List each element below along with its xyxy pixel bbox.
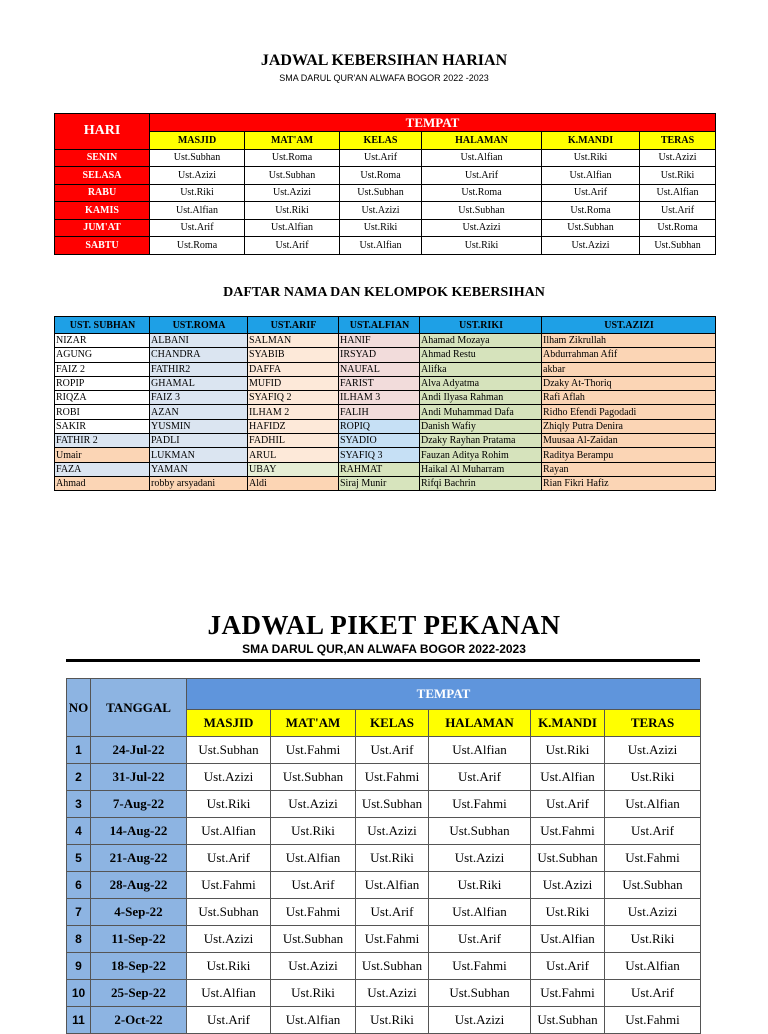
assignment-cell: Ust.Subhan <box>531 845 605 872</box>
assignment-cell: Ust.Alfian <box>245 219 340 237</box>
member-cell: HAFIDZ <box>248 419 339 433</box>
member-cell: Alifka <box>420 362 542 376</box>
member-cell: Danish Wafiy <box>420 419 542 433</box>
assignment-cell: Ust.Riki <box>531 899 605 926</box>
assignment-cell: Ust.Fahmi <box>605 845 701 872</box>
group-list-table <box>54 316 716 491</box>
date-cell: 31-Jul-22 <box>91 764 187 791</box>
tempat-header: TEMPAT <box>187 679 701 710</box>
assignment-cell: Ust.Fahmi <box>187 872 271 899</box>
date-cell: 24-Jul-22 <box>91 737 187 764</box>
assignment-cell: Ust.Roma <box>340 167 422 185</box>
assignment-cell: Ust.Subhan <box>429 818 531 845</box>
member-cell: YUSMIN <box>150 419 248 433</box>
table-row <box>67 953 701 980</box>
place-header: HALAMAN <box>422 132 542 150</box>
table-row <box>67 899 701 926</box>
assignment-cell: Ust.Alfian <box>542 167 640 185</box>
assignment-cell: Ust.Riki <box>429 872 531 899</box>
assignment-cell: Ust.Arif <box>245 237 340 255</box>
member-cell: Haikal Al Muharram <box>420 462 542 476</box>
member-cell: ALBANI <box>150 334 248 348</box>
assignment-cell: Ust.Alfian <box>531 926 605 953</box>
assignment-cell: Ust.Alfian <box>187 818 271 845</box>
member-cell: Rayan <box>542 462 716 476</box>
member-cell: Zhiqly Putra Denira <box>542 419 716 433</box>
table-row <box>55 334 716 348</box>
member-cell: Ahmad <box>55 476 150 490</box>
date-cell: 18-Sep-22 <box>91 953 187 980</box>
assignment-cell: Ust.Alfian <box>429 899 531 926</box>
table-row <box>67 845 701 872</box>
assignment-cell: Ust.Riki <box>531 737 605 764</box>
table-row <box>55 434 716 448</box>
assignment-cell: Ust.Arif <box>429 926 531 953</box>
assignment-cell: Ust.Subhan <box>271 926 356 953</box>
member-cell: Rian Fikri Hafiz <box>542 476 716 490</box>
member-cell: ILHAM 3 <box>339 391 420 405</box>
assignment-cell: Ust.Arif <box>187 1007 271 1034</box>
assignment-cell: Ust.Alfian <box>422 149 542 167</box>
assignment-cell: Ust.Arif <box>640 202 716 220</box>
group-header: UST. SUBHAN <box>55 317 150 334</box>
place-header: MAT'AM <box>271 710 356 737</box>
member-cell: FATHIR2 <box>150 362 248 376</box>
member-cell: FATHIR 2 <box>55 434 150 448</box>
member-cell: Fauzan Aditya Rohim <box>420 448 542 462</box>
member-cell: SALMAN <box>248 334 339 348</box>
table-row <box>55 462 716 476</box>
table-row <box>67 926 701 953</box>
assignment-cell: Ust.Azizi <box>271 953 356 980</box>
place-header: KELAS <box>356 710 429 737</box>
member-cell: CHANDRA <box>150 348 248 362</box>
assignment-cell: Ust.Fahmi <box>531 818 605 845</box>
member-cell: RIQZA <box>55 391 150 405</box>
member-cell: Andi Ilyasa Rahman <box>420 391 542 405</box>
assignment-cell: Ust.Azizi <box>150 167 245 185</box>
date-cell: 11-Sep-22 <box>91 926 187 953</box>
assignment-cell: Ust.Riki <box>187 953 271 980</box>
member-cell: FAIZ 2 <box>55 362 150 376</box>
row-number: 8 <box>67 926 91 953</box>
member-cell: UBAY <box>248 462 339 476</box>
assignment-cell: Ust.Subhan <box>150 149 245 167</box>
member-cell: Alva Adyatma <box>420 376 542 390</box>
assignment-cell: Ust.Riki <box>640 167 716 185</box>
group-header: UST.ARIF <box>248 317 339 334</box>
table-row <box>55 184 716 202</box>
assignment-cell: Ust.Riki <box>605 926 701 953</box>
assignment-cell: Ust.Azizi <box>340 202 422 220</box>
member-cell: IRSYAD <box>339 348 420 362</box>
date-cell: 28-Aug-22 <box>91 872 187 899</box>
member-cell: Dzaky At-Thoriq <box>542 376 716 390</box>
member-cell: Ridho Efendi Pagodadi <box>542 405 716 419</box>
member-cell: akbar <box>542 362 716 376</box>
assignment-cell: Ust.Alfian <box>605 953 701 980</box>
assignment-cell: Ust.Subhan <box>542 219 640 237</box>
assignment-cell: Ust.Roma <box>640 219 716 237</box>
no-header: NO <box>67 679 91 737</box>
day-cell: SELASA <box>55 167 150 185</box>
table-row <box>67 980 701 1007</box>
assignment-cell: Ust.Subhan <box>356 791 429 818</box>
assignment-cell: Ust.Riki <box>245 202 340 220</box>
member-cell: SYADIO <box>339 434 420 448</box>
daily-schedule-table <box>54 113 716 255</box>
date-cell: 14-Aug-22 <box>91 818 187 845</box>
assignment-cell: Ust.Arif <box>150 219 245 237</box>
assignment-cell: Ust.Azizi <box>271 791 356 818</box>
member-cell: AZAN <box>150 405 248 419</box>
row-number: 10 <box>67 980 91 1007</box>
assignment-cell: Ust.Alfian <box>340 237 422 255</box>
table-row <box>67 764 701 791</box>
assignment-cell: Ust.Riki <box>422 237 542 255</box>
assignment-cell: Ust.Azizi <box>531 872 605 899</box>
table-row <box>55 376 716 390</box>
assignment-cell: Ust.Arif <box>531 953 605 980</box>
assignment-cell: Ust.Azizi <box>245 184 340 202</box>
table-row <box>55 448 716 462</box>
assignment-cell: Ust.Azizi <box>187 764 271 791</box>
member-cell: Rafi Aflah <box>542 391 716 405</box>
table-row <box>55 419 716 433</box>
assignment-cell: Ust.Roma <box>422 184 542 202</box>
member-cell: Muusaa Al-Zaidan <box>542 434 716 448</box>
assignment-cell: Ust.Arif <box>356 737 429 764</box>
day-cell: SABTU <box>55 237 150 255</box>
table-row <box>55 149 716 167</box>
member-cell: Aldi <box>248 476 339 490</box>
assignment-cell: Ust.Fahmi <box>271 899 356 926</box>
member-cell: YAMAN <box>150 462 248 476</box>
assignment-cell: Ust.Fahmi <box>605 1007 701 1034</box>
assignment-cell: Ust.Subhan <box>531 1007 605 1034</box>
place-header: MASJID <box>150 132 245 150</box>
place-header: K.MANDI <box>542 132 640 150</box>
daily-schedule-subtitle: SMA DARUL QUR'AN ALWAFA BOGOR 2022 -2023 <box>279 73 489 83</box>
assignment-cell: Ust.Riki <box>271 818 356 845</box>
table-row <box>67 872 701 899</box>
assignment-cell: Ust.Alfian <box>429 737 531 764</box>
assignment-cell: Ust.Arif <box>605 818 701 845</box>
group-header: UST.AZIZI <box>542 317 716 334</box>
member-cell: GHAMAL <box>150 376 248 390</box>
assignment-cell: Ust.Fahmi <box>356 764 429 791</box>
table-row <box>55 476 716 490</box>
hari-header: HARI <box>55 114 150 150</box>
day-cell: RABU <box>55 184 150 202</box>
member-cell: Ilham Zikrullah <box>542 334 716 348</box>
table-row <box>67 791 701 818</box>
member-cell: ARUL <box>248 448 339 462</box>
member-cell: FAZA <box>55 462 150 476</box>
member-cell: Dzaky Rayhan Pratama <box>420 434 542 448</box>
assignment-cell: Ust.Alfian <box>356 872 429 899</box>
table-row <box>55 219 716 237</box>
assignment-cell: Ust.Riki <box>356 1007 429 1034</box>
day-cell: JUM'AT <box>55 219 150 237</box>
assignment-cell: Ust.Azizi <box>187 926 271 953</box>
group-header: UST.RIKI <box>420 317 542 334</box>
assignment-cell: Ust.Subhan <box>429 980 531 1007</box>
member-cell: robby arsyadani <box>150 476 248 490</box>
assignment-cell: Ust.Alfian <box>271 845 356 872</box>
assignment-cell: Ust.Subhan <box>640 237 716 255</box>
date-cell: 2-Oct-22 <box>91 1007 187 1034</box>
member-cell: ILHAM 2 <box>248 405 339 419</box>
member-cell: ROBI <box>55 405 150 419</box>
group-header: UST.ROMA <box>150 317 248 334</box>
assignment-cell: Ust.Fahmi <box>429 953 531 980</box>
member-cell: FAIZ 3 <box>150 391 248 405</box>
table-row <box>55 391 716 405</box>
member-cell: NIZAR <box>55 334 150 348</box>
member-cell: Ahmad Restu <box>420 348 542 362</box>
weekly-schedule-table <box>66 678 701 1034</box>
assignment-cell: Ust.Azizi <box>640 149 716 167</box>
member-cell: Andi Muhammad Dafa <box>420 405 542 419</box>
place-header: MASJID <box>187 710 271 737</box>
table-row <box>67 737 701 764</box>
assignment-cell: Ust.Azizi <box>422 219 542 237</box>
assignment-cell: Ust.Roma <box>542 202 640 220</box>
assignment-cell: Ust.Alfian <box>640 184 716 202</box>
member-cell: FADHIL <box>248 434 339 448</box>
assignment-cell: Ust.Arif <box>605 980 701 1007</box>
assignment-cell: Ust.Riki <box>356 845 429 872</box>
assignment-cell: Ust.Fahmi <box>429 791 531 818</box>
assignment-cell: Ust.Azizi <box>542 237 640 255</box>
place-header: K.MANDI <box>531 710 605 737</box>
place-header: HALAMAN <box>429 710 531 737</box>
assignment-cell: Ust.Riki <box>271 980 356 1007</box>
assignment-cell: Ust.Subhan <box>356 953 429 980</box>
member-cell: Ahamad Mozaya <box>420 334 542 348</box>
place-header: MAT'AM <box>245 132 340 150</box>
assignment-cell: Ust.Roma <box>150 237 245 255</box>
table-row <box>55 405 716 419</box>
day-cell: SENIN <box>55 149 150 167</box>
member-cell: SYAFIQ 2 <box>248 391 339 405</box>
assignment-cell: Ust.Arif <box>271 872 356 899</box>
table-row <box>67 818 701 845</box>
member-cell: DAFFA <box>248 362 339 376</box>
assignment-cell: Ust.Subhan <box>422 202 542 220</box>
member-cell: PADLI <box>150 434 248 448</box>
assignment-cell: Ust.Alfian <box>531 764 605 791</box>
date-cell: 25-Sep-22 <box>91 980 187 1007</box>
assignment-cell: Ust.Subhan <box>340 184 422 202</box>
member-cell: LUKMAN <box>150 448 248 462</box>
member-cell: SAKIR <box>55 419 150 433</box>
member-cell: Umair <box>55 448 150 462</box>
assignment-cell: Ust.Azizi <box>356 980 429 1007</box>
assignment-cell: Ust.Azizi <box>429 845 531 872</box>
member-cell: Rifqi Bachrin <box>420 476 542 490</box>
assignment-cell: Ust.Subhan <box>605 872 701 899</box>
assignment-cell: Ust.Subhan <box>245 167 340 185</box>
assignment-cell: Ust.Arif <box>542 184 640 202</box>
assignment-cell: Ust.Alfian <box>150 202 245 220</box>
assignment-cell: Ust.Azizi <box>429 1007 531 1034</box>
assignment-cell: Ust.Azizi <box>605 899 701 926</box>
assignment-cell: Ust.Riki <box>340 219 422 237</box>
member-cell: SYABIB <box>248 348 339 362</box>
weekly-schedule-title: JADWAL PIKET PEKANAN <box>207 610 561 640</box>
member-cell: Raditya Berampu <box>542 448 716 462</box>
row-number: 2 <box>67 764 91 791</box>
assignment-cell: Ust.Azizi <box>605 737 701 764</box>
member-cell: SYAFIQ 3 <box>339 448 420 462</box>
assignment-cell: Ust.Subhan <box>187 899 271 926</box>
place-header: KELAS <box>340 132 422 150</box>
group-list-title: DAFTAR NAMA DAN KELOMPOK KEBERSIHAN <box>223 285 545 300</box>
table-row <box>67 1007 701 1034</box>
table-row <box>55 237 716 255</box>
row-number: 9 <box>67 953 91 980</box>
member-cell: AGUNG <box>55 348 150 362</box>
date-cell: 7-Aug-22 <box>91 791 187 818</box>
table-row <box>55 167 716 185</box>
group-header: UST.ALFIAN <box>339 317 420 334</box>
assignment-cell: Ust.Arif <box>422 167 542 185</box>
member-cell: ROPIP <box>55 376 150 390</box>
assignment-cell: Ust.Alfian <box>187 980 271 1007</box>
date-cell: 21-Aug-22 <box>91 845 187 872</box>
assignment-cell: Ust.Arif <box>531 791 605 818</box>
row-number: 4 <box>67 818 91 845</box>
member-cell: Abdurrahman Afif <box>542 348 716 362</box>
assignment-cell: Ust.Fahmi <box>531 980 605 1007</box>
weekly-schedule-subtitle: SMA DARUL QUR,AN ALWAFA BOGOR 2022-2023 <box>242 642 526 656</box>
table-row <box>55 348 716 362</box>
row-number: 7 <box>67 899 91 926</box>
assignment-cell: Ust.Azizi <box>356 818 429 845</box>
member-cell: RAHMAT <box>339 462 420 476</box>
assignment-cell: Ust.Alfian <box>271 1007 356 1034</box>
row-number: 11 <box>67 1007 91 1034</box>
assignment-cell: Ust.Subhan <box>271 764 356 791</box>
assignment-cell: Ust.Riki <box>542 149 640 167</box>
title-underline <box>66 659 700 662</box>
assignment-cell: Ust.Arif <box>187 845 271 872</box>
place-header: TERAS <box>640 132 716 150</box>
tempat-header: TEMPAT <box>150 114 716 132</box>
table-row <box>55 202 716 220</box>
member-cell: HANIF <box>339 334 420 348</box>
row-number: 3 <box>67 791 91 818</box>
assignment-cell: Ust.Arif <box>429 764 531 791</box>
member-cell: NAUFAL <box>339 362 420 376</box>
member-cell: Siraj Munir <box>339 476 420 490</box>
member-cell: MUFID <box>248 376 339 390</box>
date-cell: 4-Sep-22 <box>91 899 187 926</box>
assignment-cell: Ust.Riki <box>150 184 245 202</box>
assignment-cell: Ust.Alfian <box>605 791 701 818</box>
member-cell: ROPIQ <box>339 419 420 433</box>
assignment-cell: Ust.Arif <box>356 899 429 926</box>
assignment-cell: Ust.Roma <box>245 149 340 167</box>
assignment-cell: Ust.Fahmi <box>271 737 356 764</box>
place-header: TERAS <box>605 710 701 737</box>
row-number: 6 <box>67 872 91 899</box>
assignment-cell: Ust.Arif <box>340 149 422 167</box>
assignment-cell: Ust.Subhan <box>187 737 271 764</box>
assignment-cell: Ust.Fahmi <box>356 926 429 953</box>
member-cell: FARIST <box>339 376 420 390</box>
member-cell: FALIH <box>339 405 420 419</box>
row-number: 5 <box>67 845 91 872</box>
table-row <box>55 362 716 376</box>
assignment-cell: Ust.Riki <box>605 764 701 791</box>
day-cell: KAMIS <box>55 202 150 220</box>
row-number: 1 <box>67 737 91 764</box>
daily-schedule-title: JADWAL KEBERSIHAN HARIAN <box>260 52 508 69</box>
assignment-cell: Ust.Riki <box>187 791 271 818</box>
tanggal-header: TANGGAL <box>91 679 187 737</box>
